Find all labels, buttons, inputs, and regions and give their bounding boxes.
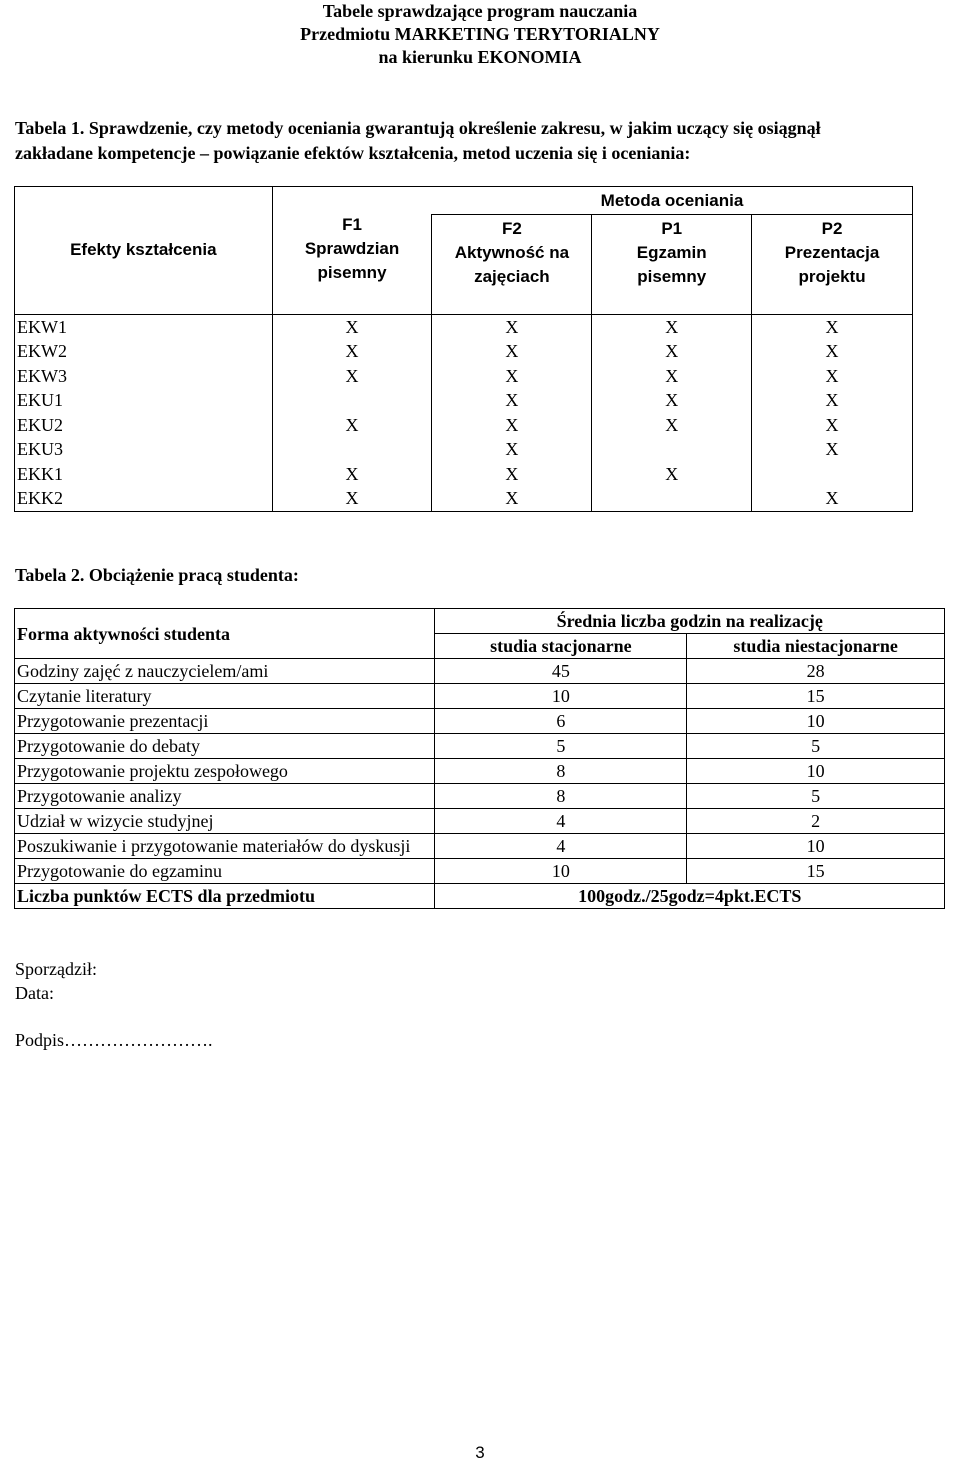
method-mark: X: [432, 462, 592, 487]
page-number: 3: [475, 1443, 485, 1462]
col-effects-header: Efekty kształcenia: [15, 187, 273, 315]
assessment-methods-table: [14, 186, 913, 512]
hours-full-time: 5: [435, 734, 687, 759]
effect-row: [15, 462, 913, 487]
title-line-3: na kierunku EKONOMIA: [378, 47, 582, 67]
effect-row: [15, 388, 913, 413]
method-mark: [272, 388, 432, 413]
activity-name: Przygotowanie do egzaminu: [15, 859, 435, 884]
method-mark: X: [592, 364, 752, 389]
table1-intro-line-2: zakładane kompetencje – powiązanie efektów kształcenia, metod uczenia się i oceniania:: [15, 143, 691, 163]
method-mark: X: [592, 462, 752, 487]
table2-label: Tabela 2. Obciążenie pracą studenta:: [15, 565, 299, 585]
method-mark: [592, 486, 752, 511]
signature-line: Podpis…………………….: [15, 1030, 213, 1050]
hours-part-time: 2: [687, 809, 945, 834]
hours-full-time: 8: [435, 759, 687, 784]
method-mark: [752, 462, 913, 487]
method-group-header: Metoda oceniania: [432, 187, 913, 215]
method-mark: X: [752, 486, 913, 511]
workload-row: [15, 759, 945, 784]
method-mark: X: [432, 413, 592, 438]
hours-part-time: 5: [687, 784, 945, 809]
effect-row: [15, 314, 913, 339]
effect-row: [15, 486, 913, 511]
effect-code: EKW3: [15, 364, 273, 389]
hours-part-time: 15: [687, 859, 945, 884]
col-activity-header: Forma aktywności studenta: [15, 609, 435, 659]
activity-name: Przygotowanie projektu zespołowego: [15, 759, 435, 784]
hours-full-time: 10: [435, 684, 687, 709]
effect-code: EKW1: [15, 314, 273, 339]
table1-intro: [15, 116, 960, 166]
date-label: Data:: [15, 983, 54, 1003]
activity-name: Przygotowanie prezentacji: [15, 709, 435, 734]
hours-full-time: 6: [435, 709, 687, 734]
method-mark: X: [592, 388, 752, 413]
method-mark: X: [272, 486, 432, 511]
activity-name: Przygotowanie do debaty: [15, 734, 435, 759]
effect-row: [15, 364, 913, 389]
method-header-p1: P1 Egzamin pisemny: [592, 215, 752, 315]
method-mark: X: [752, 339, 913, 364]
method-mark: X: [592, 413, 752, 438]
method-header-f1: F1 Sprawdzian pisemny: [272, 199, 432, 299]
workload-row: [15, 709, 945, 734]
method-mark: X: [752, 437, 913, 462]
method-mark: [592, 437, 752, 462]
effect-row: [15, 339, 913, 364]
method-mark: X: [592, 339, 752, 364]
method-mark: X: [272, 462, 432, 487]
workload-row: [15, 659, 945, 684]
hours-full-time: 8: [435, 784, 687, 809]
hours-full-time: 4: [435, 809, 687, 834]
activity-name: Czytanie literatury: [15, 684, 435, 709]
method-mark: X: [272, 413, 432, 438]
hours-part-time: 10: [687, 759, 945, 784]
method-mark: X: [432, 339, 592, 364]
hours-full-time: 10: [435, 859, 687, 884]
effect-code: EKU1: [15, 388, 273, 413]
effect-code: EKK2: [15, 486, 273, 511]
workload-row: [15, 809, 945, 834]
activity-name: Udział w wizycie studyjnej: [15, 809, 435, 834]
method-mark: X: [272, 314, 432, 339]
effect-code: EKW2: [15, 339, 273, 364]
method-mark: X: [432, 314, 592, 339]
workload-row: [15, 684, 945, 709]
title-line-1: Tabele sprawdzające program nauczania: [322, 1, 638, 21]
ects-total-value: 100godz./25godz=4pkt.ECTS: [435, 884, 945, 909]
method-header-p2: P2 Prezentacja projektu: [752, 215, 913, 315]
workload-row: [15, 784, 945, 809]
hours-part-time: 5: [687, 734, 945, 759]
method-mark: X: [432, 388, 592, 413]
effect-row: [15, 437, 913, 462]
method-mark: X: [592, 314, 752, 339]
activity-name: Poszukiwanie i przygotowanie materiałów do dyskusji: [15, 834, 435, 859]
hours-full-time: 4: [435, 834, 687, 859]
col-full-time-header: studia stacjonarne: [435, 634, 687, 659]
hours-part-time: 10: [687, 709, 945, 734]
workload-row: [15, 859, 945, 884]
workload-table: [14, 608, 945, 909]
activity-name: Przygotowanie analizy: [15, 784, 435, 809]
hours-full-time: 45: [435, 659, 687, 684]
method-mark: X: [752, 364, 913, 389]
method-mark: X: [432, 437, 592, 462]
effect-code: EKU2: [15, 413, 273, 438]
method-mark: X: [432, 486, 592, 511]
method-mark: X: [752, 314, 913, 339]
workload-row: [15, 734, 945, 759]
table1-intro-line-1: Tabela 1. Sprawdzenie, czy metody oceniania gwarantują określenie zakresu, w jakim uczący się osiągnął: [15, 118, 821, 138]
hours-part-time: 15: [687, 684, 945, 709]
method-mark: X: [752, 388, 913, 413]
activity-name: Godziny zajęć z nauczycielem/ami: [15, 659, 435, 684]
hours-part-time: 28: [687, 659, 945, 684]
method-mark: X: [272, 364, 432, 389]
method-mark: X: [432, 364, 592, 389]
effect-code: EKU3: [15, 437, 273, 462]
method-mark: [272, 437, 432, 462]
prepared-by-label: Sporządził:: [15, 959, 97, 979]
col-part-time-header: studia niestacjonarne: [687, 634, 945, 659]
hours-part-time: 10: [687, 834, 945, 859]
document-title: [0, 0, 960, 69]
method-header-f2: F2 Aktywność na zajęciach: [432, 215, 592, 315]
method-mark: X: [752, 413, 913, 438]
title-line-2: Przedmiotu MARKETING TERYTORIALNY: [300, 24, 660, 44]
workload-row: [15, 834, 945, 859]
hours-group-header: Średnia liczba godzin na realizację: [435, 609, 945, 634]
ects-total-label: Liczba punktów ECTS dla przedmiotu: [15, 884, 435, 909]
effect-code: EKK1: [15, 462, 273, 487]
method-mark: X: [272, 339, 432, 364]
effect-row: [15, 413, 913, 438]
